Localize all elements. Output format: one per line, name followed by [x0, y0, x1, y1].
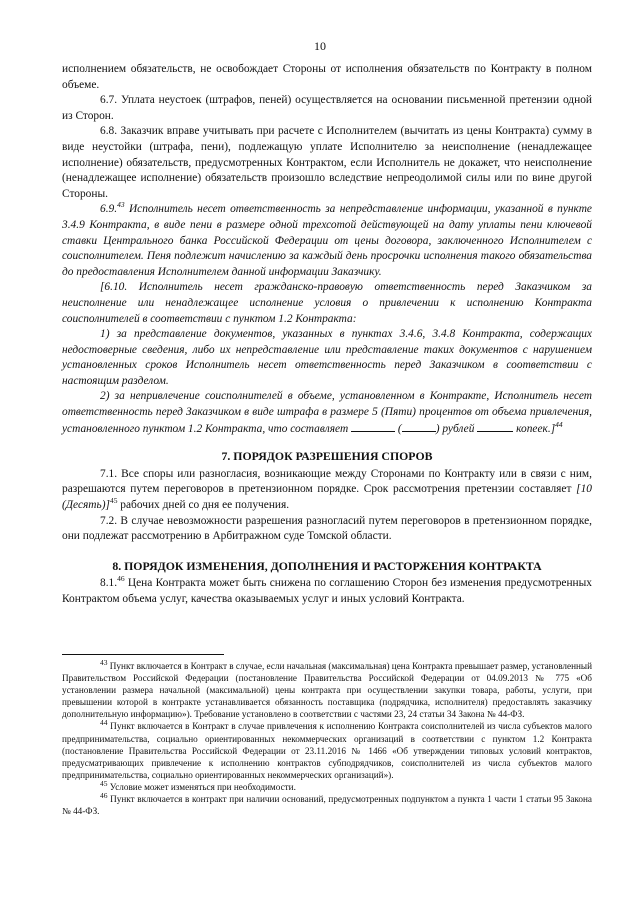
footnote-ref: 43 — [117, 200, 125, 210]
section-7-heading: 7. ПОРЯДОК РАЗРЕШЕНИЯ СПОРОВ — [221, 449, 433, 464]
paragraph-7-1 — [62, 467, 592, 514]
footnote-number: 43 — [100, 657, 108, 667]
page-number: 10 — [314, 39, 326, 53]
paragraph-6-10: [6.10. Исполнитель несет гражданско-правовую ответственность перед Заказчиком за неисполнение или ненадлежащее исполнение условия о привлечении к исполнению Контракта соисполнителей в соответствии с пунктом 1.2 Контракта: — [62, 281, 592, 325]
footnote-45 — [62, 778, 592, 793]
footnote-number: 45 — [100, 778, 108, 788]
footnote-ref: 45 — [109, 496, 118, 506]
term-value: [10 (Десять)] — [62, 483, 592, 512]
kopecks-text: копеек.] — [516, 422, 556, 435]
section-8-heading: 8. ПОРЯДОК ИЗМЕНЕНИЯ, ДОПОЛНЕНИЯ И РАСТОРЖЕНИЯ КОНТРАКТА — [112, 558, 542, 573]
footnote-number: 44 — [100, 718, 108, 728]
footnote-text: Пункт включается в контракт при наличии оснований, предусмотренных подпунктом а пункта 1 части 1 статьи 95 Закона № 44-ФЗ. — [62, 794, 592, 817]
paragraph-6-8: 6.8. Заказчик вправе учитывать при расчете с Исполнителем (вычитать из цены Контракта) сумму в виде неустойки (штрафа, пени), подлежащую уплате Исполнителю за неисполнение (ненадлежащее исполнение) обязательств, предусмотренных Контрактом, если Исполнитель не докажет, что неисполнение (ненадлежащее исполнение) обязательств произошло вследствие непреодолимой силы или по вине другой Стороны. — [62, 125, 592, 200]
footnote-44 — [62, 720, 592, 780]
paragraph-text: Цена Контракта может быть снижена по соглашению Сторон без изменения предусмотренных Контрактом объема услуг, качества оказываемых услуг и иных условий Контракта. — [62, 577, 592, 605]
footnote-text: Условие может изменяться при необходимости. — [107, 781, 296, 792]
paragraph-text: 2) за непривлечение соисполнителей в объеме, установленном в Контракте, Исполнитель несет ответственность перед Заказчиком в виде штрафа в размере 5 (Пяти) процентов от объема привлечения, установленного пунктом 1.2 Контракта, что составляет — [62, 390, 592, 435]
footnote-text: Пункт включается в Контракт в случае привлечения к исполнению Контракта соисполнителей из числа субъектов малого предпринимательства, социально ориентированных некоммерческих организаций в соответствии с пунктом 1.2 Контракта (постановление Правительства Российской Федерации от 23.11.2016 № 1466 «Об утверждении типовых условий контрактов, предусматривающих привлечение к исполнению контрактов субподрядчиков, соисполнителей из числа субъектов малого предпринимательства, социально ориентированных некоммерческих организаций»). — [62, 721, 592, 780]
paragraph-text: рабочих дней со дня ее получения. — [117, 499, 290, 512]
footnote-text: Пункт включается в Контракт в случае, если начальная (максимальная) цена Контракта превышает размер, установленный Правительством Российской Федерации (постановление Правительства Российской Федерации от 04.09.2013 № 775 «Об установлении размера начальной (максимальной) цены контракта при осуществлении закупки товара, работы, услуги, при превышении которой в контракте устанавливается обязанность поставщика (подрядчика, исполнителя) предоставлять заказчику дополнительную информацию»). Требование установлено в соответствии с частями 23, 24 статьи 34 Закона № 44-ФЗ. — [62, 661, 592, 720]
footnote-ref: 46 — [117, 574, 125, 584]
paragraph-text: Исполнитель несет ответственность за непредставление информации, указанной в пункте 3.4.9 Контракта, в виде пени в размере одной трехсотой действующей на дату уплаты пени ключевой ставки Центрального банка Российской Федерации от цены договора, заключенного Исполнителем с соисполнителем. Пеня подлежит начислению за каждый день просрочки исполнения такого обязательства до предоставления Исполнителем данной информации Заказчику. — [62, 203, 592, 278]
paren-open: ( — [397, 422, 402, 435]
paragraph-6-9 — [62, 202, 592, 280]
footnote-46 — [62, 790, 592, 817]
footnote-ref: 44 — [555, 419, 563, 429]
paragraph-6-10-item-2 — [62, 389, 592, 437]
paragraph-8-1 — [62, 576, 592, 607]
paragraph-text: 7.1. Все споры или разногласия, возникающие между Сторонами по Контракту или в связи с ним, разрешаются путем переговоров в претензионном порядке. Срок рассмотрения претензии составляет — [62, 467, 592, 496]
paragraph-number: 6.9. — [100, 203, 118, 216]
footnotes — [62, 657, 592, 817]
footnote-number: 46 — [100, 790, 108, 800]
footnote-separator — [62, 654, 224, 655]
blank-line — [351, 421, 395, 432]
blank-line — [477, 421, 513, 432]
paragraph-7-2: 7.2. В случае невозможности разрешения разногласий путем переговоров в претензионном порядке, они подлежат рассмотрению в Арбитражном суде Томской области. — [62, 514, 592, 543]
paragraph-continuation: исполнением обязательств, не освобождает Стороны от исполнения обязательств по Контракту в полном объеме. — [62, 63, 592, 91]
rubles-text: ) рублей — [435, 422, 475, 435]
footnote-43 — [62, 657, 592, 720]
document-body — [62, 62, 592, 608]
blank-line — [402, 421, 436, 432]
paragraph-number: 8.1. — [100, 577, 118, 590]
paragraph-6-10-item-1: 1) за представление документов, указанных в пунктах 3.4.6, 3.4.8 Контракта, содержащих недостоверные сведения, либо их непредставление или представление таких документов с нарушением установленных сроков Исполнитель несет ответственность перед Заказчиком в соответствии с настоящим разделом. — [62, 328, 592, 387]
paragraph-6-7: 6.7. Уплата неустоек (штрафов, пеней) осуществляется на основании письменной претензии одной из Сторон. — [62, 94, 592, 122]
